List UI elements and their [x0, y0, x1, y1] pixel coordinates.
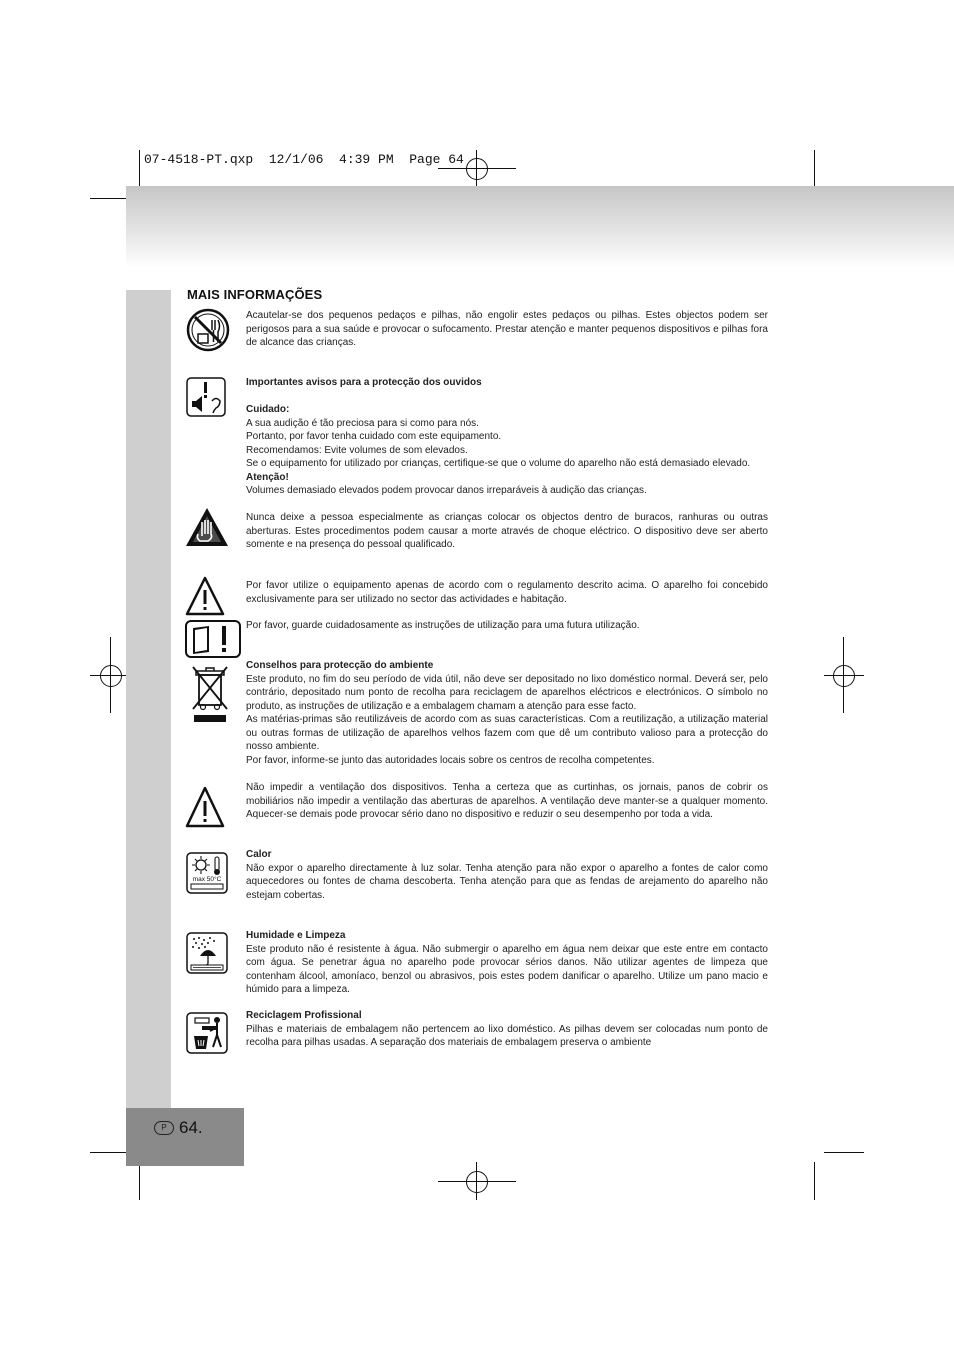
paragraph: Recomendamos: Evite volumes de som elevados.	[246, 444, 468, 456]
electric-shock-warning-icon	[184, 506, 230, 548]
page-number-box	[126, 1108, 244, 1166]
subheading: Cuidado:	[246, 404, 290, 415]
electric-shock-notice	[246, 511, 768, 552]
registration-mark	[466, 1171, 488, 1193]
read-manual-icon	[185, 620, 241, 658]
paragraph: Por favor, guarde cuidadosamente as instruções de utilização para uma futura utilização.	[246, 620, 640, 631]
page-number: 64.	[179, 1118, 203, 1137]
heat-icon	[186, 852, 228, 894]
language-badge: P	[154, 1121, 174, 1135]
keep-manual-notice	[246, 619, 768, 633]
crop-mark	[824, 1152, 864, 1153]
registration-mark	[833, 665, 855, 687]
heat-notice	[246, 848, 768, 902]
recycling-icon	[186, 1012, 228, 1054]
crop-mark	[90, 1152, 130, 1153]
section-heading: Reciclagem Profissional	[246, 1010, 362, 1021]
paragraph: Por favor, informe-se junto das autoridades locais sobre os centros de recolha competentes.	[246, 754, 655, 766]
small-parts-notice	[246, 309, 768, 350]
intended-use-notice	[246, 579, 768, 606]
subheading: Atenção!	[246, 471, 289, 483]
moisture-icon	[186, 932, 228, 974]
registration-mark	[100, 665, 122, 687]
paragraph: Volumes demasiado elevados podem provocar danos irreparáveis à audição das crianças.	[246, 485, 647, 496]
paragraph: Não impedir a ventilação dos dispositivos. Tenha a certeza que as curtinhas, os jornais, panos de cobrir os mobiliários não impedir a ventilação das aberturas de aparelhos. A ventilação deve manter-se a qualquer momento. Aquecer-se demais pode provocar sério dano no dispositivo e reduzir o seu desempenho por toda a vida.	[246, 782, 768, 820]
paragraph: Nunca deixe a pessoa especialmente as crianças colocar os objectos dentro de buracos, ranhuras ou outras aberturas. Estes procedimentos podem causar a morte através de choque eléctrico. O dispositivo deve ser aberto somente e na presença do pessoal qualificado.	[246, 512, 768, 550]
paragraph: Este produto, no fim do seu período de vida útil, não deve ser depositado no lixo doméstico normal. Deverá ser, pelo contrário, depositado num ponto de recolha para reciclagem de aparelhos eléctricos e electrónicos. O símbolo no produto, as instruções de utilização e a embalagem chamam a atenção para esse facto.	[246, 673, 768, 712]
page-title: MAIS INFORMAÇÕES	[187, 287, 323, 302]
crop-mark	[814, 150, 815, 188]
recycling-notice	[246, 1009, 768, 1050]
paragraph: Não expor o aparelho directamente à luz solar. Tenha atenção para não expor o aparelho a fontes de calor como aquecedores ou fontes de chama descoberta. Tenha atenção para que as fendas de arejamento do aparelho não estejam cobertas.	[246, 862, 768, 901]
caution-triangle-icon	[184, 575, 226, 617]
header-band	[126, 186, 954, 268]
paragraph: Este produto não é resistente à água. Não submergir o aparelho em água nem deixar que este entre em contacto com água. Se penetrar água no aparelho pode provocar sérios danos. Não utilizar agentes de limpeza que contenham álcool, amoníaco, benzol ou abrasivos, pois estes podem danificar o aparelho. Utilize um pano macio e húmido para a limpeza.	[246, 943, 768, 995]
section-heading: Importantes avisos para a protecção dos ouvidos	[246, 377, 482, 388]
paragraph: Pilhas e materiais de embalagem não pertencem ao lixo doméstico. As pilhas devem ser colocadas num ponto de recolha para pilhas usadas. A separação dos materiais de embalagem preserva o ambiente	[246, 1023, 768, 1048]
no-small-parts-icon	[186, 308, 230, 352]
ventilation-notice	[246, 781, 768, 822]
moisture-notice	[246, 929, 768, 997]
section-heading: Humidade e Limpeza	[246, 930, 346, 941]
section-heading: Conselhos para protecção do ambiente	[246, 660, 434, 671]
paragraph: Portanto, por favor tenha cuidado com este equipamento.	[246, 431, 502, 442]
crop-mark	[814, 1162, 815, 1200]
heat-icon-label: max 50°C	[192, 876, 222, 883]
paragraph: Por favor utilize o equipamento apenas de acordo com o regulamento descrito acima. O aparelho foi concebido exclusivamente para ser utilizado no sector das actividades e habitação.	[246, 580, 768, 605]
crop-mark	[90, 198, 130, 199]
paragraph: As matérias-primas são reutilizáveis de acordo com as suas características. Com a reutilização, a utilização material ou outras formas de utilização de aparelhos velhos fazem com que dê um contributo valioso para a protecção do nosso ambiente.	[246, 714, 768, 752]
section-heading: Calor	[246, 849, 272, 860]
sidebar-band	[126, 290, 171, 1108]
weee-bin-icon	[190, 663, 230, 723]
crop-mark	[139, 1162, 140, 1200]
print-slug: 07-4518-PT.qxp 12/1/06 4:39 PM Page 64	[144, 152, 464, 167]
ventilation-warning-icon	[184, 785, 226, 829]
hearing-protection-notice	[246, 376, 768, 498]
crop-mark	[139, 150, 140, 188]
paragraph: Acautelar-se dos pequenos pedaços e pilhas, não engolir estes pedaços ou pilhas. Estes objectos podem ser perigosos para a sua saúde e provocar o sufocamento. Prestar atenção e manter pequenos dispositivos e pilhas fora de alcance das crianças.	[246, 310, 768, 348]
spacer	[246, 390, 768, 404]
environment-notice	[246, 659, 768, 767]
registration-mark	[466, 158, 488, 180]
paragraph: A sua audição é tão preciosa para si como para nós.	[246, 417, 479, 429]
hearing-warning-icon	[186, 377, 226, 417]
paragraph: Se o equipamento for utilizado por crianças, certifique-se que o volume do aparelho não está demasiado elevado.	[246, 458, 751, 469]
